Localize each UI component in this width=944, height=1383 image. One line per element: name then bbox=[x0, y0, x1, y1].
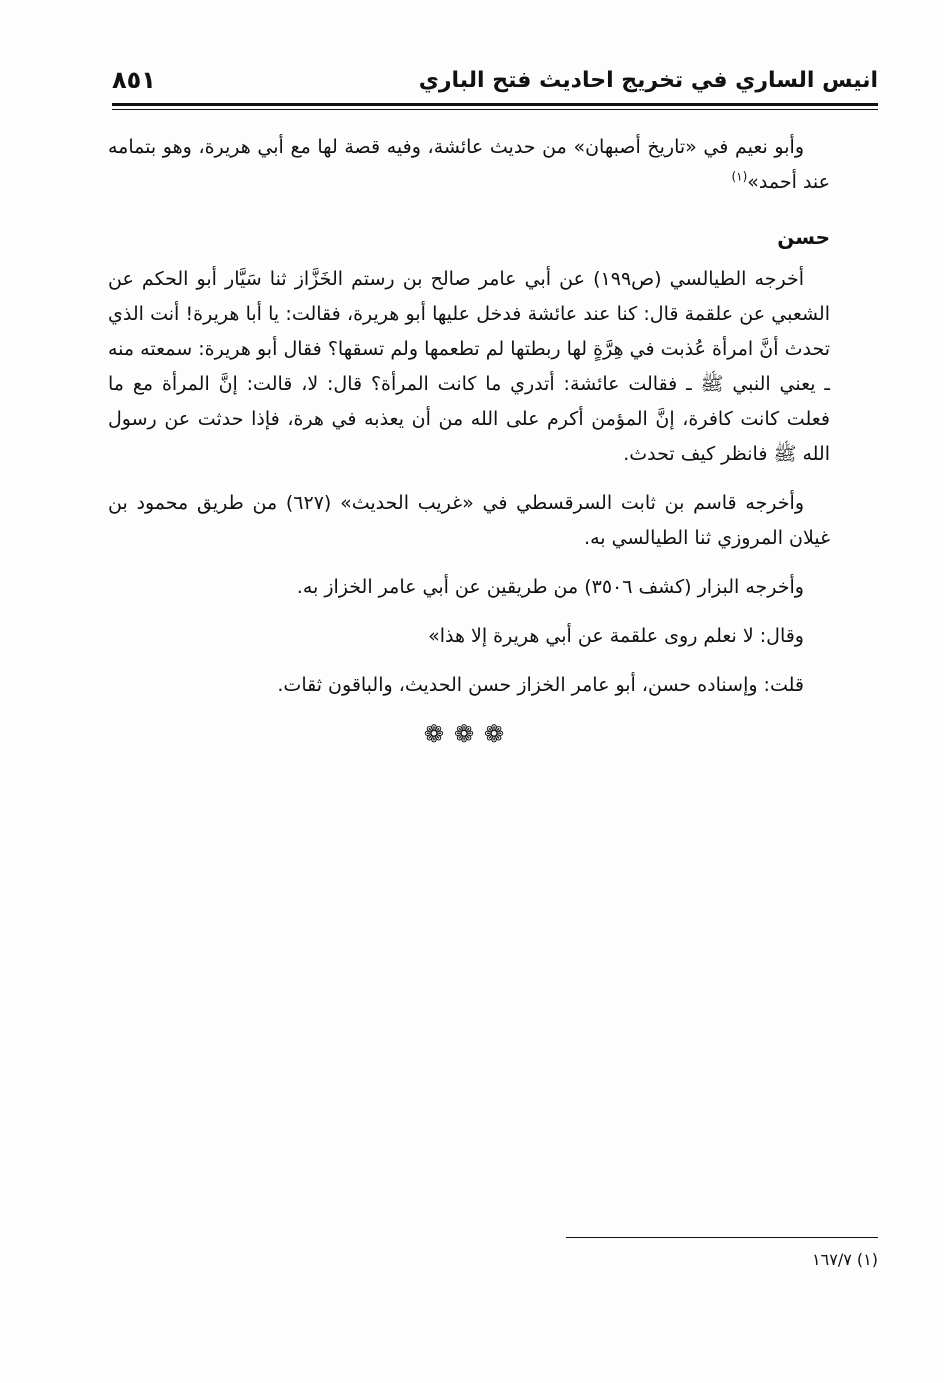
footnote bbox=[812, 1250, 878, 1269]
main-text bbox=[108, 130, 830, 751]
footnote-marker: (١) bbox=[856, 1250, 878, 1269]
paragraph-abu-nuaym bbox=[108, 130, 830, 200]
section-end-ornament: ❁❁❁ bbox=[423, 720, 515, 748]
footnote-reference: (١) bbox=[731, 169, 748, 184]
paragraph-tayalisi: أخرجه الطيالسي (ص١٩٩) عن أبي عامر صالح بن رستم الخَزَّاز ثنا سَيَّار أبو الحكم عن الشعبي عن علقمة قال: كنا عند عائشة فدخل عليها أبو هريرة، فقالت: يا أبا هريرة! أنت الذي تحدث أنَّ امرأة عُذبت في هِرَّةٍ لها ربطتها لم تطعمها ولم تسقها؟ فقال أبو هريرة: سمعته منه ـ يعني النبي ﷺ ـ فقالت عائشة: أتدري ما كانت المرأة؟ قال: لا، قالت: إنَّ المرأة مع ما فعلت كانت كافرة، إنَّ المؤمن أكرم على الله من أن يعذبه في هرة، فإذا حدثت عن رسول الله ﷺ فانظر كيف تحدث. bbox=[108, 268, 830, 465]
grade-heading: حسن bbox=[777, 225, 830, 249]
header-rule-thick bbox=[112, 103, 878, 106]
footnote-separator bbox=[566, 1237, 878, 1238]
paragraph-verdict: قلت: وإسناده حسن، أبو عامر الخزاز حسن الحديث، والباقون ثقات. bbox=[277, 674, 804, 696]
page-number: ٨٥١ bbox=[112, 66, 156, 94]
footnote-text: ١٦٧/٧ bbox=[812, 1250, 852, 1269]
paragraph-bazzar-quote: وقال: لا نعلم روى علقمة عن أبي هريرة إلا هذا» bbox=[428, 625, 804, 647]
paragraph-text: وأبو نعيم في «تاريخ أصبهان» من حديث عائشة، وفيه قصة لها مع أبي هريرة، وهو بتمامه عند أحمد» bbox=[108, 136, 830, 193]
paragraph-bazzar: وأخرجه البزار (كشف ٣٥٠٦) من طريقين عن أبي عامر الخزاز به. bbox=[296, 576, 804, 598]
header-rule-thin bbox=[112, 109, 878, 110]
paragraph-saraqusti: وأخرجه قاسم بن ثابت السرقسطي في «غريب الحديث» (٦٢٧) من طريق محمود بن غيلان المروزي ثنا الطيالسي به. bbox=[108, 492, 830, 549]
book-title: انيس الساري في تخريج احاديث فتح الباري bbox=[418, 68, 878, 93]
running-header bbox=[112, 66, 878, 104]
